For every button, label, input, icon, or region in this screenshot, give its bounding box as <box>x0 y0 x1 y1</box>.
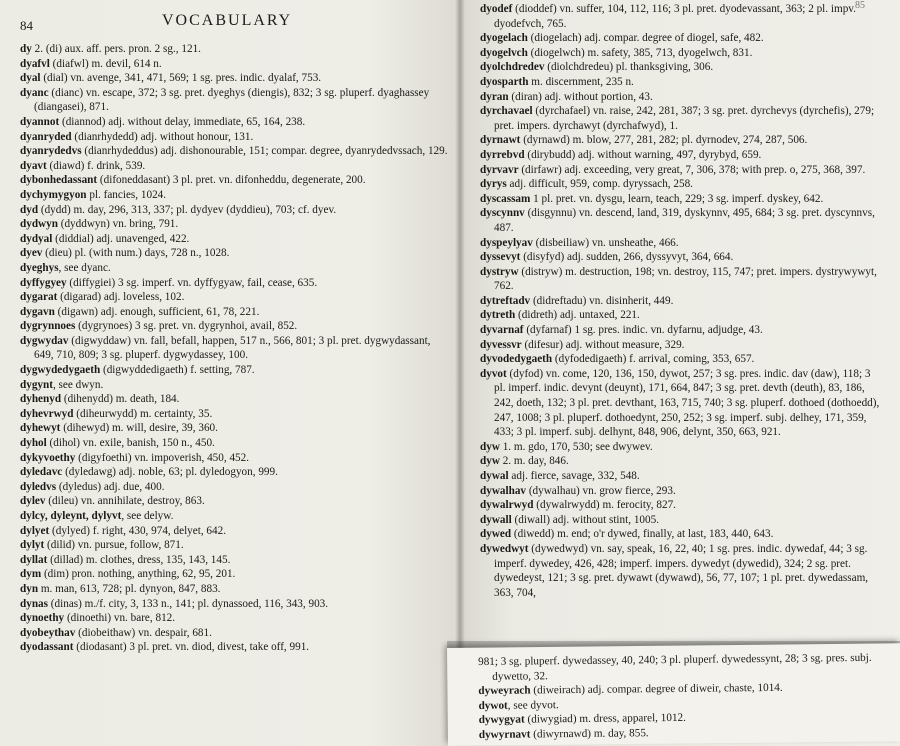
definition: (dyrchafael) vn. raise, 242, 281, 387; 3 sg. pret. dyrchevys (dyrchefis), 279; pret. impers. dyrchawyt (dyrchafwyd), 1. <box>494 105 875 132</box>
definition: (diweirach) adj. compar. degree of diweir, chaste, 1014. <box>530 681 783 697</box>
running-head: VOCABULARY <box>162 12 293 29</box>
vocab-entry <box>20 451 448 466</box>
vocab-entry <box>480 60 882 75</box>
vocab-entry <box>480 250 882 265</box>
vocab-entry <box>480 236 882 251</box>
vocabulary-column-right <box>480 2 882 600</box>
definition: 1. m. gdo, 170, 530; see dwywev. <box>499 440 653 453</box>
definition: (diwyrnawd) m. day, 855. <box>530 727 649 741</box>
definition: pl. fancies, 1024. <box>86 188 167 201</box>
page-number-right: 85 <box>855 0 865 11</box>
vocab-entry <box>20 611 448 626</box>
headword: dywot <box>478 699 508 712</box>
headword: dylyt <box>20 539 45 552</box>
vocab-entry <box>20 334 448 363</box>
definition: (diran) adj. without portion, 43. <box>508 90 653 103</box>
headword: dyw <box>480 455 500 468</box>
definition: (dihewyd) m. will, desire, 39, 360. <box>60 422 218 435</box>
definition: m. discernment, 235 n. <box>528 75 634 88</box>
definition: 981; 3 sg. pluperf. dywedassey, 40, 240; 3 pl. pluperf. dywedessynt, 28; 3 sg. pres. subj. dywetto, 32. <box>478 651 872 683</box>
headword: dychymygyon <box>20 188 87 201</box>
headword: dyd <box>20 203 39 216</box>
definition: (diogelwch) m. safety, 385, 713, dyogelwch, 831. <box>527 46 753 59</box>
headword: dyanryded <box>20 130 72 143</box>
vocab-entry <box>20 261 448 276</box>
vocab-entry <box>20 115 448 130</box>
definition: (dianc) vn. escape, 372; 3 sg. pret. dyeghys (diengis), 832; 3 sg. pluperf. dyaghassey (diangasei), 871. <box>34 86 430 114</box>
vocabulary-column-left <box>20 42 448 655</box>
definition: (dygrynoes) 3 sg. pret. vn. dygrynhoi, avail, 852. <box>75 320 298 333</box>
definition: 2. (di) aux. aff. pers. pron. 2 sg., 121. <box>31 43 201 55</box>
definition: 1 pl. pret. vn. dysgu, learn, teach, 229; 3 sg. imperf. dyskey, 642. <box>530 192 824 205</box>
vocab-entry <box>480 31 882 46</box>
vocab-entry <box>480 177 882 192</box>
vocab-entry <box>20 203 448 218</box>
vocab-entry <box>480 206 882 235</box>
headword: dywal <box>480 470 509 482</box>
headword: dyhenyd <box>20 393 62 406</box>
headword: dyanc <box>20 86 49 99</box>
vocab-entry <box>480 469 882 484</box>
definition: (dianrhydeddus) adj. dishonourable, 151; compar. degree, dyanrydedvssach, 129. <box>81 145 448 158</box>
definition: (digyfoethi) vn. impoverish, 450, 452. <box>75 451 250 464</box>
headword: dyledvs <box>20 480 57 493</box>
vocab-entry <box>20 597 448 612</box>
headword: dyn <box>20 582 39 595</box>
definition: (dyledawg) adj. noble, 63; pl. dyledogyon, 999. <box>62 466 278 479</box>
vocab-entry <box>480 192 882 207</box>
headword: dyledavc <box>20 466 63 479</box>
headword: dym <box>20 568 42 581</box>
headword: dyafvl <box>20 57 50 70</box>
definition: (didreth) adj. untaxed, 221. <box>515 309 640 322</box>
headword: dylcy, dyleynt, dylyvt <box>20 510 122 522</box>
definition: , see dyanc. <box>58 261 111 274</box>
headword: dyev <box>20 247 43 260</box>
vocab-entry <box>20 290 448 305</box>
headword: dyavt <box>20 159 47 172</box>
vocab-entry <box>480 308 882 323</box>
vocab-entry <box>20 319 448 334</box>
definition: (dinoethi) vn. bare, 812. <box>64 612 176 625</box>
headword: dywall <box>480 513 512 526</box>
headword: dyolchdredev <box>480 61 545 74</box>
definition: (diwall) adj. without stint, 1005. <box>511 513 660 526</box>
definition: (didreftadu) vn. disinherit, 449. <box>530 294 674 307</box>
definition: (diffygiei) 3 sg. imperf. vn. dyffygyaw, fail, cease, 635. <box>66 276 318 289</box>
headword: dyrvavr <box>480 163 519 176</box>
vocab-entry <box>480 2 882 31</box>
vocab-entry <box>20 494 448 509</box>
definition: (dihenydd) m. death, 184. <box>61 393 180 406</box>
definition: (diddial) adj. unavenged, 422. <box>52 232 190 245</box>
definition: (diodasant) 3 pl. pret. vn. diod, divest, take off, 991. <box>73 641 310 654</box>
headword: dybonhedassant <box>20 174 98 187</box>
page-number-left: 84 <box>20 18 33 33</box>
definition: (disbeiliaw) vn. unsheathe, 466. <box>532 236 679 249</box>
vocab-entry <box>480 323 882 338</box>
headword: dygarat <box>20 291 58 304</box>
definition: (diawd) f. drink, 539. <box>46 159 146 172</box>
definition: , see dyvot. <box>507 698 559 712</box>
vocab-entry <box>480 265 882 294</box>
vocab-entry <box>20 640 448 655</box>
definition: (dyfod) vn. come, 120, 136, 150, dywot, 257; 3 sg. pres. indic. dav (daw), 118; 3 pl. imperf. indic. devynt (deuynt), 171, 664, 847; 3 sg. pret. devth (deuth), 83, 186, 242, doeth, 132; 3 pl. pret. devthant, 163, 715, 740; 3 sg. pluperf. dothoed (dothoedd), 247, 1008; 3 pl. pluperf. dothoedynt, 250, 252; 3 sg. imperf. subj. delhey, 171, 359, 433; 3 pl. imperf. subj. delhynt, 848, 906, delynt, 350, 663, 921. <box>494 367 880 439</box>
headword: dyllat <box>20 553 48 566</box>
definition: (dyledus) adj. due, 400. <box>56 480 165 493</box>
vocabulary-column-folded <box>478 651 884 743</box>
vocab-entry <box>20 465 448 480</box>
vocab-entry <box>20 582 448 597</box>
headword: dyodef <box>480 3 513 15</box>
definition: (dihol) vn. exile, banish, 150 n., 450. <box>46 437 215 450</box>
headword: dywalrwyd <box>480 499 534 512</box>
definition: (diheurwydd) m. certainty, 35. <box>73 407 213 420</box>
vocab-entry <box>20 276 448 291</box>
vocab-entry <box>480 367 882 440</box>
left-page-header <box>20 12 440 34</box>
definition: (diafwl) m. devil, 614 n. <box>49 57 162 70</box>
headword: dyeghys <box>20 261 59 274</box>
headword: dyobeythav <box>20 626 76 639</box>
vocab-entry <box>20 524 448 539</box>
vocab-entry <box>480 542 882 600</box>
headword: dynas <box>20 597 48 610</box>
vocab-entry <box>480 104 882 133</box>
vocab-entry <box>20 509 448 524</box>
definition: (dim) pron. nothing, anything, 62, 95, 201. <box>41 568 236 581</box>
definition: (diogelach) adj. compar. degree of diogel, safe, 482. <box>527 32 764 45</box>
definition: (disyfyd) adj. sudden, 266, dyssyvyt, 364, 664. <box>520 251 734 264</box>
headword: dylyet <box>20 524 50 537</box>
vocab-entry <box>480 46 882 61</box>
definition: (dywedwyd) vn. say, speak, 16, 22, 40; 1 sg. pres. indic. dywedaf, 44; 3 sg. imperf. dywedey, 426, 428; imperf. impers. dywedyt (dywedid), 324; 2 sg. pret. dywedeyst, 121; 3 sg. pret. dywawt (dywawd), 56, 77, 107; 1 pl. pret. dywedassam, 363, 704, <box>494 542 869 599</box>
headword: dygwydedygaeth <box>20 364 101 377</box>
headword: dyanrydedvs <box>20 145 82 158</box>
vocab-entry <box>20 217 448 232</box>
definition: (diannod) adj. without delay, immediate, 65, 164, 238. <box>59 115 306 128</box>
vocab-entry <box>478 651 883 684</box>
headword: dyscynnv <box>480 207 525 220</box>
definition: (dirfawr) adj. exceeding, very great, 7, 306, 378; with prep. o, 275, 368, 397. <box>518 163 866 176</box>
headword: dygrynnoes <box>20 320 76 333</box>
definition: (dianrhydedd) adj. without honour, 131. <box>71 130 254 143</box>
vocab-entry <box>20 86 448 115</box>
definition: adj. fierce, savage, 332, 548. <box>508 470 640 482</box>
vocab-entry <box>480 513 882 528</box>
definition: (digarad) adj. loveless, 102. <box>57 291 185 304</box>
vocab-entry <box>20 57 448 72</box>
definition: (dinas) m./f. city, 3, 133 n., 141; pl. dynassoed, 116, 343, 903. <box>48 597 329 610</box>
vocab-entry <box>20 130 448 145</box>
definition: (difoneddasant) 3 pl. pret. vn. difonheddu, degenerate, 200. <box>97 174 366 187</box>
definition: (dileu) vn. annihilate, destroy, 863. <box>45 495 205 508</box>
vocab-entry <box>20 305 448 320</box>
vocab-entry <box>20 378 448 393</box>
vocab-entry <box>20 567 448 582</box>
definition: (digwyddedigaeth) f. setting, 787. <box>100 364 255 377</box>
vocab-entry <box>20 421 448 436</box>
vocab-entry <box>20 71 448 86</box>
vocab-entry <box>480 484 882 499</box>
vocab-entry <box>480 527 882 542</box>
headword: dyw <box>480 440 500 453</box>
book-gutter <box>455 0 465 746</box>
definition: (distryw) m. destruction, 198; vn. destroy, 115, 747; pret. impers. dystrywywyt, 762. <box>494 265 877 293</box>
vocab-entry <box>20 436 448 451</box>
vocab-entry <box>480 133 882 148</box>
headword: dyscassam <box>480 192 531 205</box>
headword: dywygyat <box>478 713 525 727</box>
headword: dyrnawt <box>480 134 521 147</box>
vocab-entry <box>20 42 448 57</box>
headword: dyhol <box>20 437 47 450</box>
headword: dywed <box>480 528 512 541</box>
vocab-entry <box>480 163 882 178</box>
headword: dyrrebvd <box>480 148 525 161</box>
headword: dyogelach <box>480 32 528 45</box>
definition: m. man, 613, 728; pl. dynyon, 847, 883. <box>38 582 221 595</box>
headword: dyspeylyav <box>480 236 533 249</box>
vocab-entry <box>20 626 448 641</box>
vocab-entry <box>20 173 448 188</box>
vocab-entry <box>20 480 448 495</box>
vocab-entry <box>480 352 882 367</box>
definition: (dyfodedigaeth) f. arrival, coming, 353, 657. <box>552 353 755 366</box>
definition: (dylyed) f. right, 430, 974, delyet, 642. <box>49 524 227 537</box>
headword: dyran <box>480 90 509 103</box>
headword: dyvarnaf <box>480 324 524 337</box>
vocab-entry <box>480 338 882 353</box>
definition: (digwyddaw) vn. fall, befall, happen, 517 n., 566, 801; 3 pl. pret. dygwydassant, 649, 710, 809; 3 sg. pluperf. dygwydassey, 100. <box>34 334 431 362</box>
vocab-entry <box>20 553 448 568</box>
vocab-entry <box>480 440 882 455</box>
vocab-entry <box>480 148 882 163</box>
definition: (diwygiad) m. dress, apparel, 1012. <box>524 712 686 726</box>
definition: (difesur) adj. without measure, 329. <box>521 338 685 351</box>
definition: adj. difficult, 959, comp. dyryssach, 258. <box>506 178 693 191</box>
headword: dytreth <box>480 309 516 322</box>
vocab-entry <box>20 144 448 159</box>
vocab-entry <box>20 246 448 261</box>
definition: (diobeithaw) vn. despair, 681. <box>75 626 212 639</box>
vocab-entry <box>480 454 882 469</box>
headword: dyrys <box>480 178 507 191</box>
headword: dydyal <box>20 232 53 245</box>
headword: dygwydav <box>20 334 69 347</box>
headword: dystryw <box>480 265 519 278</box>
vocab-entry <box>20 363 448 378</box>
headword: dywalhav <box>480 484 527 497</box>
headword: dy <box>20 43 32 55</box>
headword: dyffygyey <box>20 276 67 289</box>
definition: (digawn) adj. enough, sufficient, 61, 78, 221. <box>54 305 260 318</box>
definition: (diolchdredeu) pl. thanksgiving, 306. <box>544 61 714 74</box>
vocab-entry <box>20 188 448 203</box>
headword: dygynt <box>20 378 53 391</box>
headword: dyvessvr <box>480 338 522 351</box>
vocab-entry <box>20 538 448 553</box>
headword: dyssevyt <box>480 251 521 264</box>
headword: dyogelvch <box>480 46 528 59</box>
headword: dylev <box>20 495 46 508</box>
definition: (dial) vn. avenge, 341, 471, 569; 1 sg. pres. indic. dyalaf, 753. <box>40 72 322 85</box>
headword: dyvodedygaeth <box>480 353 553 366</box>
headword: dywyrnavt <box>478 728 531 741</box>
headword: dykyvoethy <box>20 451 76 464</box>
headword: dyrchavael <box>480 105 533 118</box>
definition: , see delyw. <box>121 510 174 522</box>
vocab-entry <box>20 407 448 422</box>
headword: dyvot <box>480 367 507 380</box>
definition: (dyddwyn) vn. bring, 791. <box>57 218 179 231</box>
definition: (dieu) pl. (with num.) days, 728 n., 1028. <box>42 247 230 260</box>
headword: dynoethy <box>20 612 65 625</box>
vocab-entry <box>480 294 882 309</box>
headword: dyannot <box>20 115 60 128</box>
definition: (disgynnu) vn. descend, land, 319, dyskynnv, 495, 684; 3 sg. pret. dyscynnvs, 487. <box>494 207 875 234</box>
vocab-entry <box>20 232 448 247</box>
headword: dygavn <box>20 305 55 318</box>
headword: dyhevrwyd <box>20 407 74 420</box>
headword: dyal <box>20 72 41 85</box>
headword: dywedwyt <box>480 542 529 555</box>
definition: (dywalrwydd) m. ferocity, 827. <box>533 499 676 512</box>
vocab-entry <box>20 392 448 407</box>
vocab-entry <box>480 75 882 90</box>
headword: dyosparth <box>480 75 529 88</box>
headword: dyhewyt <box>20 422 61 435</box>
vocab-entry <box>480 90 882 105</box>
definition: (dydd) m. day, 296, 313, 337; pl. dydyev (dyddieu), 703; cf. dyev. <box>38 203 337 216</box>
definition: (dyrnawd) m. blow, 277, 281, 282; pl. dyrnodev, 274, 287, 506. <box>520 134 808 147</box>
definition: 2. m. day, 846. <box>499 455 569 468</box>
headword: dyweyrach <box>478 684 531 698</box>
definition: (dioddef) vn. suffer, 104, 112, 116; 3 pl. pret. dyodevassant, 363; 2 pl. impv. dyodefvch, 765. <box>494 3 856 30</box>
vocab-entry <box>480 498 882 513</box>
definition: (dywalhau) vn. grow fierce, 293. <box>526 484 676 497</box>
definition: (dilid) vn. pursue, follow, 871. <box>44 539 184 552</box>
definition: (dillad) m. clothes, dress, 135, 143, 145. <box>47 553 231 566</box>
definition: (dirybudd) adj. without warning, 497, dyrybyd, 659. <box>524 148 762 161</box>
vocab-entry <box>20 159 448 174</box>
definition: (dyfarnaf) 1 sg. pres. indic. vn. dyfarnu, adjudge, 43. <box>523 324 763 337</box>
definition: (diwedd) m. end; o'r dywed, finally, at last, 183, 440, 643. <box>511 528 774 541</box>
headword: dytreftadv <box>480 294 531 307</box>
headword: dydwyn <box>20 218 58 231</box>
definition: , see dwyn. <box>52 378 104 391</box>
headword: dyodassant <box>20 641 74 654</box>
